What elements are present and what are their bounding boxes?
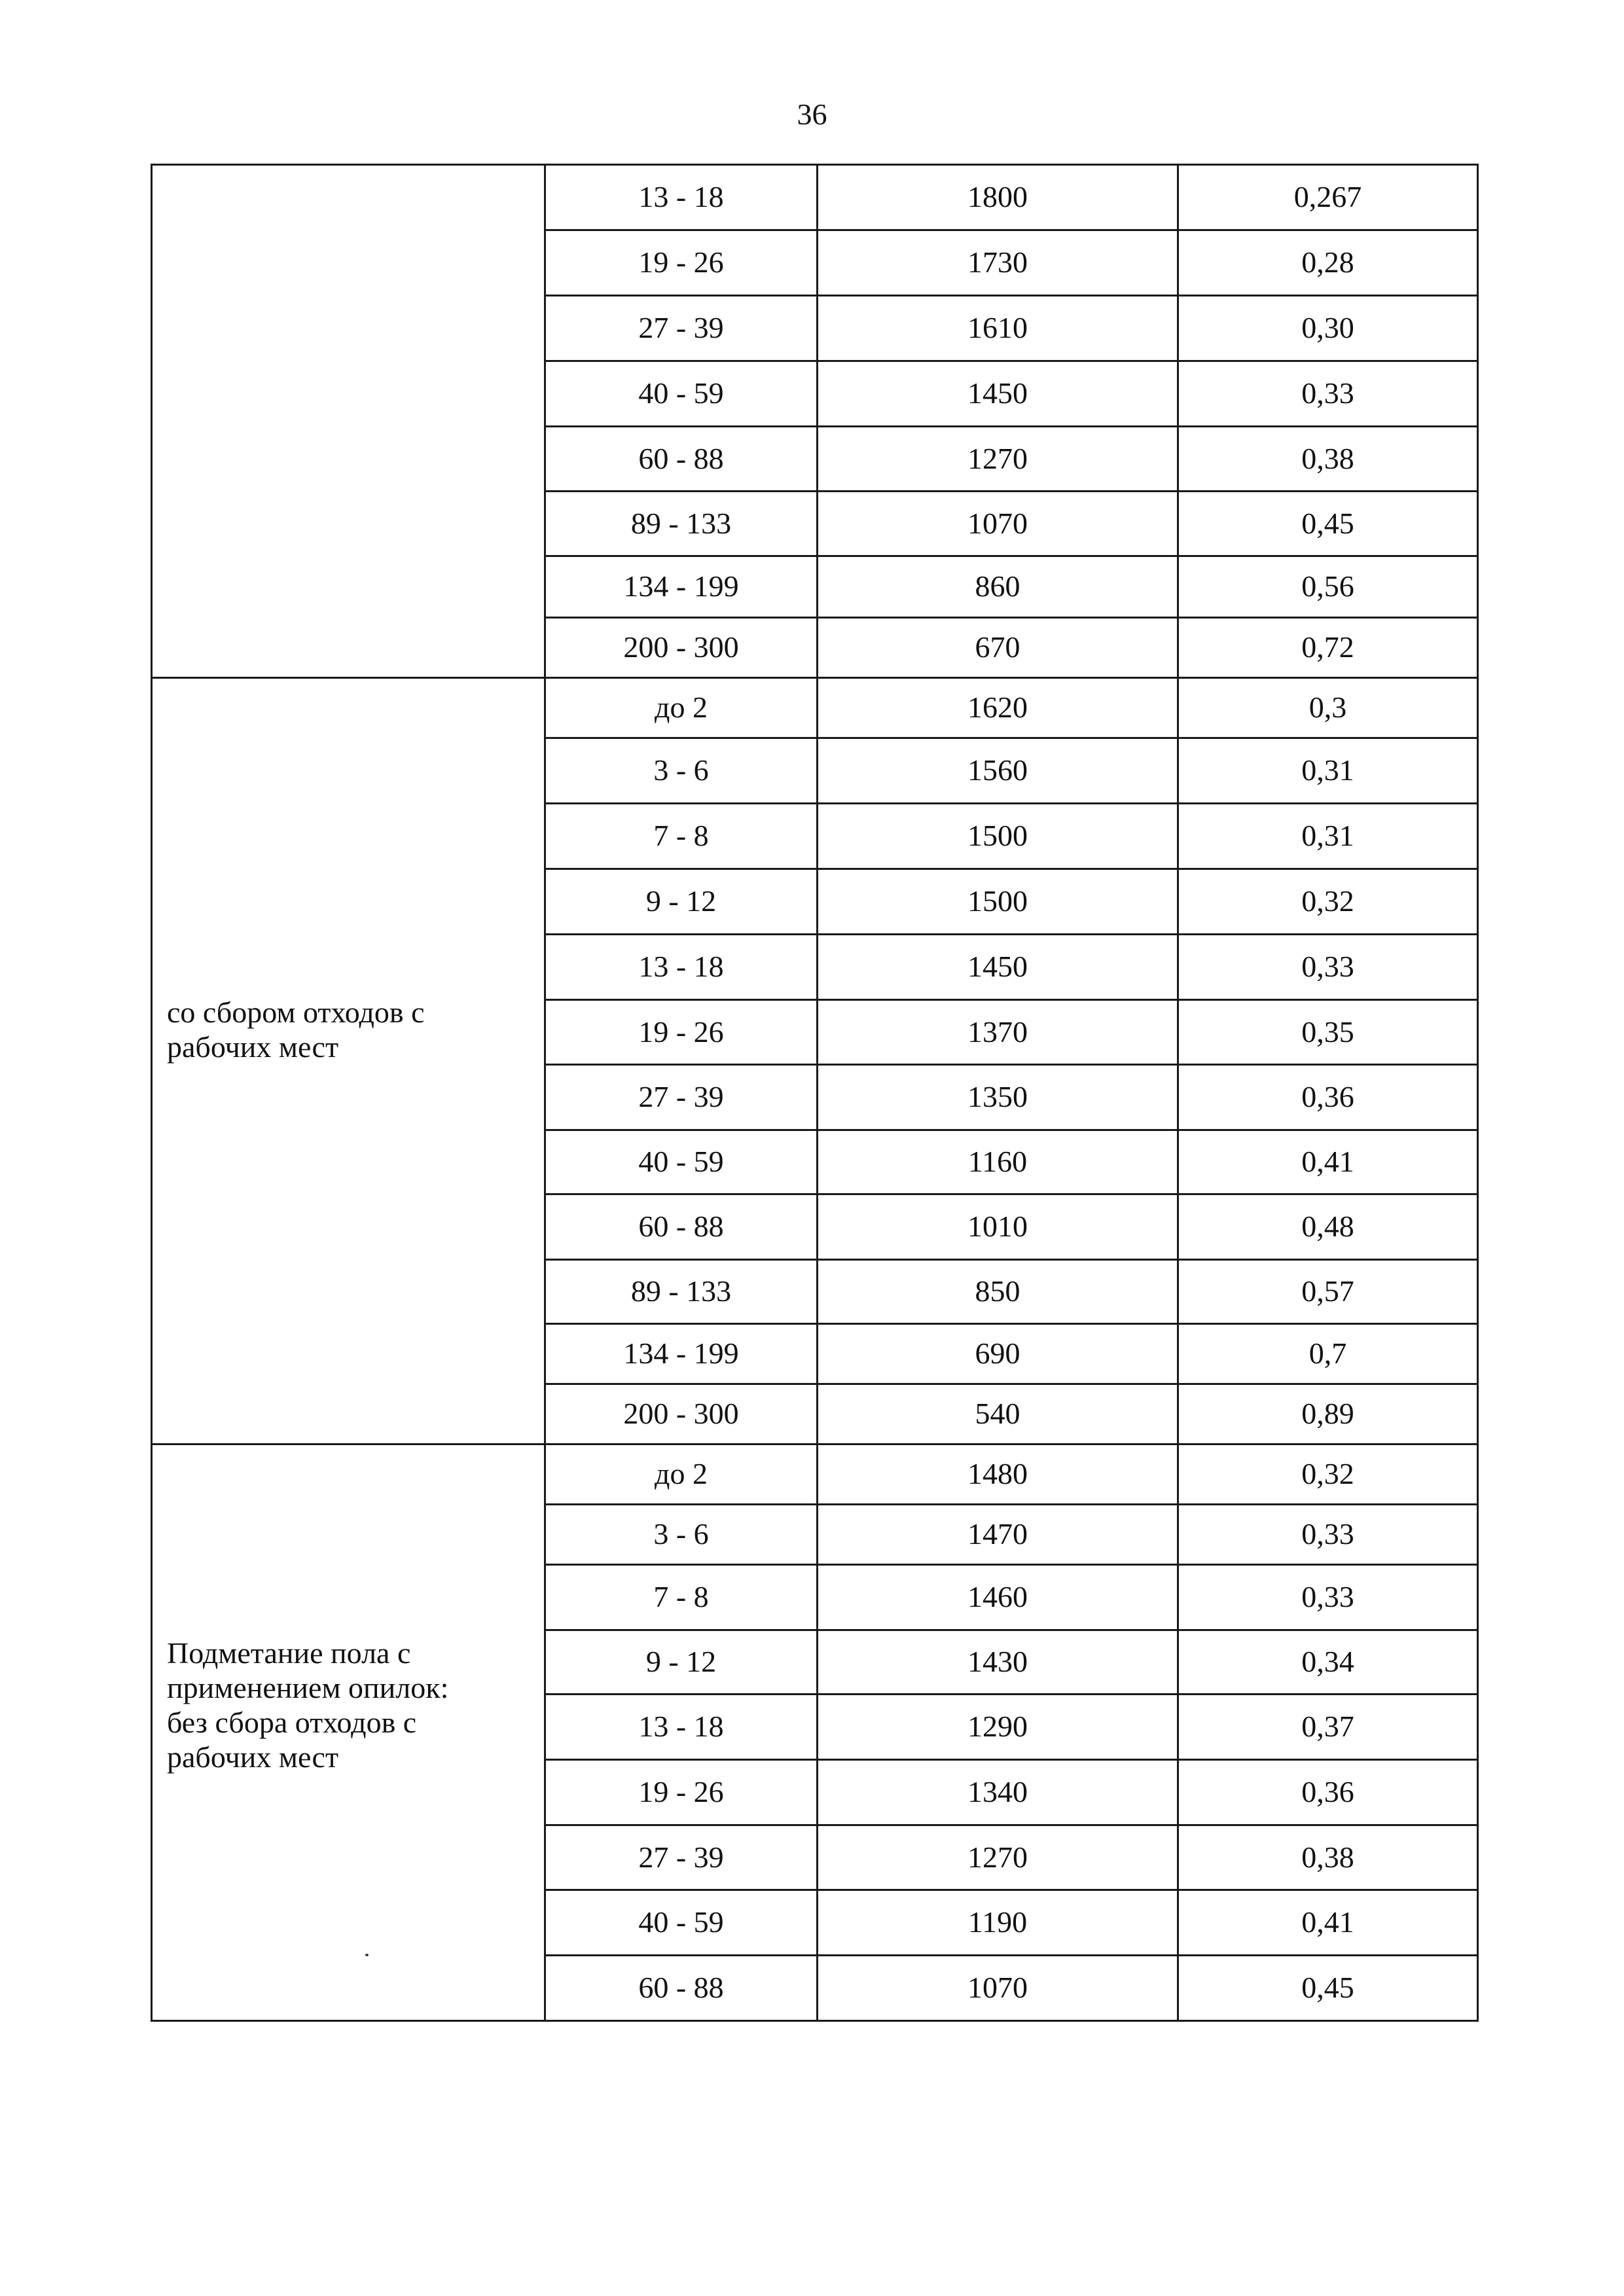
coefficient-cell: 0,33 [1178,935,1478,1000]
coefficient-cell: 0,30 [1178,296,1478,361]
norm-cell: 670 [818,618,1178,678]
norm-cell: 1450 [818,935,1178,1000]
coefficient-cell: 0,28 [1178,230,1478,296]
norm-cell: 690 [818,1324,1178,1384]
coefficient-cell: 0,45 [1178,492,1478,556]
scan-speck [365,1954,369,1956]
range-cell: 7 - 8 [545,1565,818,1630]
range-cell: 60 - 88 [545,1194,818,1260]
range-cell: 89 - 133 [545,1260,818,1324]
range-cell: 27 - 39 [545,296,818,361]
range-cell: 19 - 26 [545,230,818,296]
coefficient-cell: 0,33 [1178,1505,1478,1565]
norm-cell: 1480 [818,1444,1178,1505]
norm-cell: 1620 [818,678,1178,738]
coefficient-cell: 0,36 [1178,1065,1478,1130]
range-cell: 13 - 18 [545,935,818,1000]
coefficient-cell: 0,7 [1178,1324,1478,1384]
norm-cell: 1560 [818,738,1178,804]
norm-cell: 1010 [818,1194,1178,1260]
work-category-cell: со сбором отходов с рабочих мест [152,678,545,1444]
norm-cell: 1500 [818,869,1178,935]
coefficient-cell: 0,32 [1178,1444,1478,1505]
range-cell: 134 - 199 [545,1324,818,1384]
range-cell: до 2 [545,678,818,738]
coefficient-cell: 0,3 [1178,678,1478,738]
range-cell: 19 - 26 [545,1000,818,1065]
range-cell: 27 - 39 [545,1065,818,1130]
range-cell: 89 - 133 [545,492,818,556]
coefficient-cell: 0,31 [1178,738,1478,804]
norm-cell: 1340 [818,1760,1178,1825]
norm-cell: 540 [818,1384,1178,1444]
coefficient-cell: 0,48 [1178,1194,1478,1260]
norms-table [151,164,1479,2022]
coefficient-cell: 0,89 [1178,1384,1478,1444]
coefficient-cell: 0,57 [1178,1260,1478,1324]
coefficient-cell: 0,38 [1178,427,1478,492]
table-row [152,165,1478,230]
coefficient-cell: 0,35 [1178,1000,1478,1065]
norm-cell: 1610 [818,296,1178,361]
coefficient-cell: 0,33 [1178,1565,1478,1630]
coefficient-cell: 0,267 [1178,165,1478,230]
range-cell: 40 - 59 [545,361,818,427]
norm-cell: 1290 [818,1695,1178,1760]
range-cell: 134 - 199 [545,556,818,618]
work-category-cell: Подметание пола с применением опилок: без сбора отходов с рабочих мест [152,1444,545,2021]
norm-cell: 1070 [818,492,1178,556]
range-cell: 9 - 12 [545,869,818,935]
norm-cell: 1270 [818,1825,1178,1890]
norm-cell: 1460 [818,1565,1178,1630]
range-cell: 40 - 59 [545,1130,818,1194]
range-cell: 200 - 300 [545,1384,818,1444]
table-row [152,1444,1478,1505]
norm-cell: 1070 [818,1956,1178,2021]
range-cell: 13 - 18 [545,165,818,230]
coefficient-cell: 0,38 [1178,1825,1478,1890]
norm-cell: 1730 [818,230,1178,296]
norm-cell: 1190 [818,1890,1178,1956]
norm-cell: 1270 [818,427,1178,492]
coefficient-cell: 0,37 [1178,1695,1478,1760]
norm-cell: 860 [818,556,1178,618]
coefficient-cell: 0,72 [1178,618,1478,678]
range-cell: 9 - 12 [545,1630,818,1695]
range-cell: 3 - 6 [545,1505,818,1565]
coefficient-cell: 0,36 [1178,1760,1478,1825]
range-cell: 19 - 26 [545,1760,818,1825]
coefficient-cell: 0,41 [1178,1890,1478,1956]
norm-cell: 1470 [818,1505,1178,1565]
range-cell: 7 - 8 [545,804,818,869]
coefficient-cell: 0,45 [1178,1956,1478,2021]
norm-cell: 1370 [818,1000,1178,1065]
range-cell: до 2 [545,1444,818,1505]
range-cell: 3 - 6 [545,738,818,804]
norm-cell: 1430 [818,1630,1178,1695]
coefficient-cell: 0,41 [1178,1130,1478,1194]
table-row [152,678,1478,738]
coefficient-cell: 0,32 [1178,869,1478,935]
norm-cell: 850 [818,1260,1178,1324]
coefficient-cell: 0,56 [1178,556,1478,618]
range-cell: 40 - 59 [545,1890,818,1956]
page-number: 36 [797,98,827,131]
norm-cell: 1500 [818,804,1178,869]
coefficient-cell: 0,34 [1178,1630,1478,1695]
norm-cell: 1160 [818,1130,1178,1194]
work-category-cell [152,165,545,678]
range-cell: 60 - 88 [545,1956,818,2021]
coefficient-cell: 0,31 [1178,804,1478,869]
norm-cell: 1350 [818,1065,1178,1130]
norm-cell: 1450 [818,361,1178,427]
range-cell: 200 - 300 [545,618,818,678]
norm-cell: 1800 [818,165,1178,230]
coefficient-cell: 0,33 [1178,361,1478,427]
range-cell: 60 - 88 [545,427,818,492]
range-cell: 27 - 39 [545,1825,818,1890]
range-cell: 13 - 18 [545,1695,818,1760]
